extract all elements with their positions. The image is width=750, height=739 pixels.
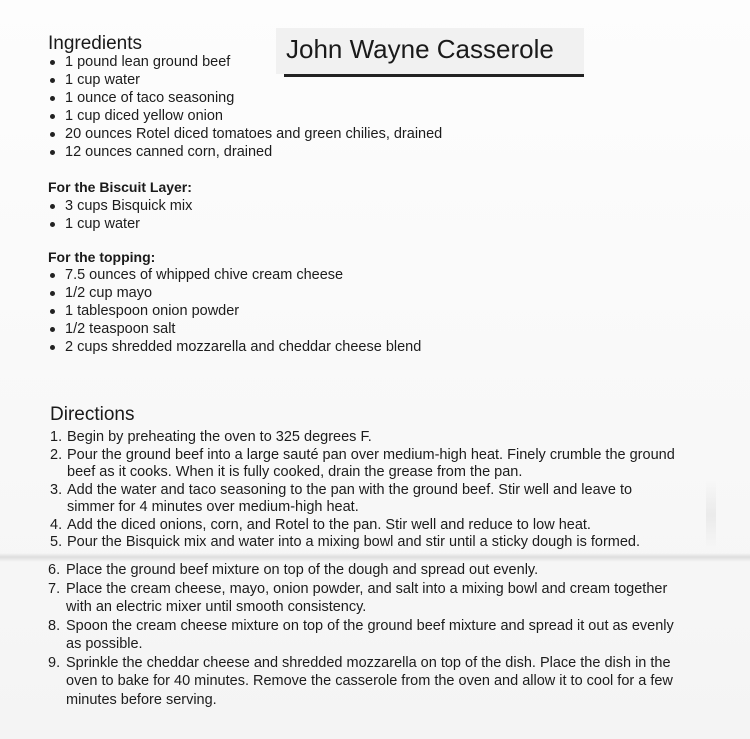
direction-step [48,580,674,617]
biscuit-item: 1 cup water [48,215,192,233]
recipe-title: John Wayne Casserole [286,34,554,64]
topping-item: 1 tablespoon onion powder [48,302,421,320]
step-number: 3. [50,481,63,498]
biscuit-list [48,197,192,233]
step-text-line: simmer for 4 minutes over medium-high heat. [67,499,359,515]
step-text-line: Spoon the cream cheese mixture on top of the ground beef mixture and spread it out as evenly [66,617,674,634]
step-text-line: Sprinkle the cheddar cheese and shredded mozzarella on top of the dish. Place the dish in the [66,654,671,671]
directions-steps-upper [50,429,675,552]
step-text-line: minutes before serving. [66,691,217,708]
step-number: 8. [48,617,61,634]
step-text-line: with an electric mixer until smooth consistency. [66,599,367,615]
direction-step [50,429,675,447]
direction-step [48,617,674,654]
direction-step [50,517,675,535]
step-number: 9. [48,654,61,671]
step-text-line: Add the water and taco seasoning to the pan with the ground beef. Stir well and leave to [67,481,633,498]
step-text-line: Pour the Bisquick mix and water into a mixing bowl and stir until a sticky dough is formed. [67,534,641,550]
ingredient-item: 1 ounce of taco seasoning [48,89,442,107]
paper-shadow [706,480,716,550]
step-text-line: Begin by preheating the oven to 325 degrees F. [67,429,372,445]
direction-step [50,482,675,517]
step-number: 4. [50,516,63,533]
step-number: 2. [50,446,63,463]
directions-steps-lower [48,561,674,709]
direction-step [48,561,674,580]
directions-heading: Directions [50,404,135,425]
step-text-line: beef as it cooks. When it is fully cooked, drain the grease from the pan. [67,464,523,480]
direction-step [50,534,675,552]
ingredients-list [48,53,442,161]
step-number: 1. [50,429,63,445]
direction-step [50,447,675,482]
step-text-line: Place the cream cheese, mayo, onion powder, and salt into a mixing bowl and cream together [66,580,668,597]
topping-item: 1/2 cup mayo [48,284,421,302]
biscuit-item: 3 cups Bisquick mix [48,197,192,215]
topping-item: 7.5 ounces of whipped chive cream cheese [48,266,421,284]
step-text-line: as possible. [66,636,143,652]
ingredient-item: 1 cup diced yellow onion [48,107,442,125]
step-text-line: Pour the ground beef into a large sauté pan over medium-high heat. Finely crumble the ground [67,446,675,463]
step-number: 7. [48,580,61,597]
step-text-line: Place the ground beef mixture on top of the dough and spread out evenly. [66,562,539,578]
topping-heading: For the topping: [48,249,156,265]
step-number: 6. [48,562,61,578]
ingredient-item: 12 ounces canned corn, drained [48,143,442,161]
topping-item: 2 cups shredded mozzarella and cheddar cheese blend [48,338,421,356]
biscuit-heading: For the Biscuit Layer: [48,179,192,195]
ingredient-item: 1 pound lean ground beef [48,53,442,71]
topping-list [48,266,421,356]
step-text-line: oven to bake for 40 minutes. Remove the casserole from the oven and allow it to cool for a few [66,673,673,689]
step-number: 5. [50,534,63,550]
topping-item: 1/2 teaspoon salt [48,320,421,338]
ingredients-heading: Ingredients [48,33,143,54]
ingredient-item: 1 cup water [48,71,442,89]
ingredient-item: 20 ounces Rotel diced tomatoes and green chilies, drained [48,125,442,143]
direction-step [48,654,674,710]
step-text-line: Add the diced onions, corn, and Rotel to the pan. Stir well and reduce to low heat. [67,516,591,533]
